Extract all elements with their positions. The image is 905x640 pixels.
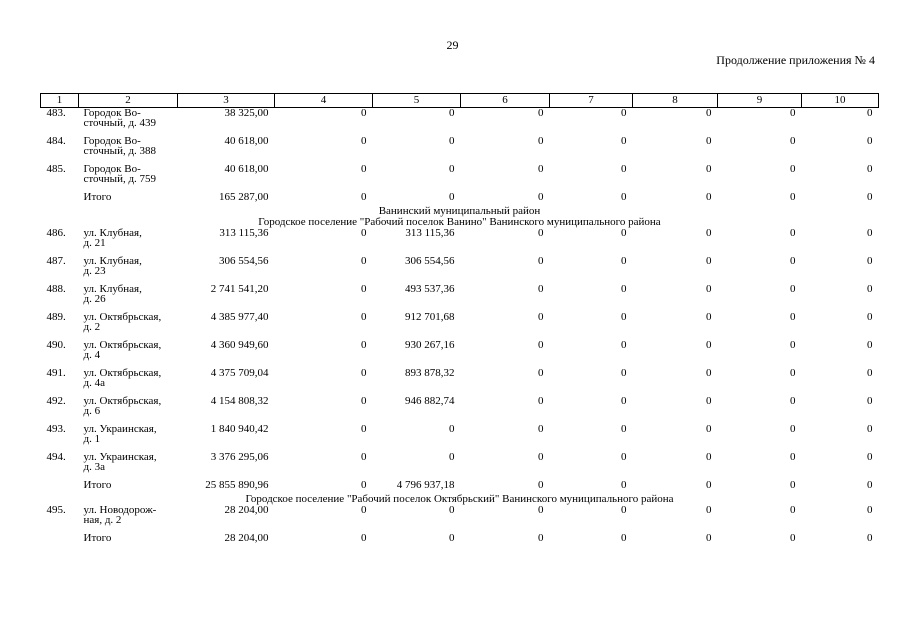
- value-cell: 4 375 709,04: [210, 367, 269, 379]
- value-cell: 0: [867, 532, 873, 544]
- value-cell: 28 204,00: [224, 504, 269, 516]
- value-cell: 0: [706, 367, 712, 379]
- address-line-1: ул. Октябрьская,: [83, 311, 162, 323]
- value-cell: 0: [706, 311, 712, 323]
- value-cell: 0: [790, 479, 796, 491]
- address-line-2: д. 23: [83, 265, 106, 277]
- value-cell: 0: [538, 311, 544, 323]
- value-cell: 0: [361, 532, 367, 544]
- address-line-1: ул. Октябрьская,: [83, 395, 162, 407]
- row-number: [41, 192, 79, 206]
- value-cell: 0: [790, 107, 796, 119]
- value-cell: 0: [621, 163, 627, 175]
- value-cell: 0: [538, 191, 544, 203]
- column-header: 8: [633, 94, 718, 108]
- value-cell: 306 554,56: [405, 255, 455, 267]
- total-label: Итого: [83, 479, 112, 491]
- value-cell: 0: [867, 163, 873, 175]
- value-cell: 3 376 295,06: [210, 451, 269, 463]
- value-cell: 0: [621, 283, 627, 295]
- value-cell: 0: [706, 135, 712, 147]
- address-line-1: ул. Октябрьская,: [83, 339, 162, 351]
- column-header: 2: [79, 94, 178, 108]
- value-cell: 1 840 940,42: [210, 423, 269, 435]
- table-row: [41, 108, 879, 137]
- row-number: [41, 480, 79, 494]
- value-cell: 0: [621, 367, 627, 379]
- value-cell: 493 537,36: [405, 283, 455, 295]
- address-line-2: д. 1: [83, 433, 101, 445]
- value-cell: 0: [361, 227, 367, 239]
- value-cell: 0: [706, 532, 712, 544]
- value-cell: 0: [706, 107, 712, 119]
- section-heading-row: [41, 494, 879, 505]
- value-cell: 0: [790, 255, 796, 267]
- address-cell: [79, 340, 178, 368]
- row-number: 491.: [46, 367, 66, 379]
- row-number: 492.: [46, 395, 66, 407]
- value-cell: 0: [538, 532, 544, 544]
- value-cell: 0: [790, 163, 796, 175]
- address-cell: [79, 164, 178, 192]
- value-cell: 0: [867, 283, 873, 295]
- address-line-1: ул. Украинская,: [83, 423, 157, 435]
- address-line-2: сточный, д. 759: [83, 173, 157, 185]
- table-row: [41, 368, 879, 396]
- table-header: [41, 94, 879, 108]
- row-number: 495.: [46, 504, 66, 516]
- value-cell: 0: [790, 367, 796, 379]
- address-cell: [79, 312, 178, 340]
- value-cell: 0: [867, 367, 873, 379]
- address-line-1: ул. Октябрьская,: [83, 367, 162, 379]
- address-line-2: сточный, д. 439: [83, 117, 157, 129]
- value-cell: 0: [621, 135, 627, 147]
- value-cell: 313 115,36: [219, 227, 269, 239]
- value-cell: 0: [867, 504, 873, 516]
- value-cell: 0: [867, 479, 873, 491]
- row-number: 494.: [46, 451, 66, 463]
- column-header: 10: [802, 94, 879, 108]
- value-cell: 946 882,74: [405, 395, 455, 407]
- row-number: 484.: [46, 135, 66, 147]
- value-cell: 0: [538, 283, 544, 295]
- address-cell: [79, 396, 178, 424]
- column-header: 3: [178, 94, 275, 108]
- value-cell: 0: [621, 191, 627, 203]
- value-cell: 0: [361, 135, 367, 147]
- address-cell: [79, 256, 178, 284]
- value-cell: 2 741 541,20: [210, 283, 269, 295]
- table-row: [41, 340, 879, 368]
- address-line-1: ул. Клубная,: [83, 255, 142, 267]
- address-line-1: Городок Во-: [83, 107, 141, 119]
- address-cell: [79, 284, 178, 312]
- value-cell: 0: [449, 451, 455, 463]
- value-cell: 0: [538, 163, 544, 175]
- value-cell: 25 855 890,96: [205, 479, 269, 491]
- value-cell: 930 267,16: [405, 339, 455, 351]
- address-line-2: д. 4: [83, 349, 101, 361]
- column-header: 1: [41, 94, 79, 108]
- value-cell: 0: [867, 395, 873, 407]
- value-cell: 40 618,00: [224, 163, 269, 175]
- address-line-2: д. 4а: [83, 377, 105, 389]
- table-row: [41, 228, 879, 256]
- value-cell: 0: [706, 395, 712, 407]
- value-cell: 0: [706, 191, 712, 203]
- value-cell: 4 796 937,18: [396, 479, 455, 491]
- value-cell: 0: [361, 339, 367, 351]
- address-line-2: сточный, д. 388: [83, 145, 157, 157]
- value-cell: 165 287,00: [219, 191, 269, 203]
- value-cell: 0: [867, 451, 873, 463]
- value-cell: 0: [538, 107, 544, 119]
- value-cell: 0: [361, 451, 367, 463]
- row-number: [41, 533, 79, 547]
- address-line-1: ул. Клубная,: [83, 227, 142, 239]
- section-heading: Городское поселение "Рабочий поселок Ванино" Ванинского муниципального района: [258, 216, 661, 228]
- value-cell: 0: [790, 191, 796, 203]
- value-cell: 0: [790, 135, 796, 147]
- value-cell: 38 325,00: [224, 107, 269, 119]
- value-cell: 0: [790, 532, 796, 544]
- value-cell: 0: [449, 163, 455, 175]
- value-cell: 0: [361, 423, 367, 435]
- value-cell: 313 115,36: [405, 227, 455, 239]
- value-cell: 0: [621, 255, 627, 267]
- table-row: [41, 452, 879, 480]
- row-number: 487.: [46, 255, 66, 267]
- section-heading-row: [41, 217, 879, 228]
- value-cell: 0: [790, 339, 796, 351]
- column-header: 6: [461, 94, 550, 108]
- value-cell: 0: [361, 311, 367, 323]
- value-cell: 0: [361, 163, 367, 175]
- value-cell: 0: [621, 504, 627, 516]
- value-cell: 0: [867, 423, 873, 435]
- value-cell: 0: [361, 395, 367, 407]
- row-number: 485.: [46, 163, 66, 175]
- row-number: 489.: [46, 311, 66, 323]
- value-cell: 0: [621, 339, 627, 351]
- value-cell: 0: [867, 227, 873, 239]
- value-cell: 0: [361, 255, 367, 267]
- value-cell: 0: [449, 107, 455, 119]
- value-cell: 0: [449, 135, 455, 147]
- table-row: [41, 396, 879, 424]
- value-cell: 0: [621, 395, 627, 407]
- value-cell: 0: [449, 191, 455, 203]
- value-cell: 0: [361, 283, 367, 295]
- value-cell: 0: [867, 135, 873, 147]
- value-cell: 0: [706, 283, 712, 295]
- value-cell: 0: [621, 532, 627, 544]
- value-cell: 0: [538, 479, 544, 491]
- value-cell: 4 154 808,32: [210, 395, 269, 407]
- address-cell: [79, 368, 178, 396]
- value-cell: 0: [361, 504, 367, 516]
- value-cell: 0: [538, 423, 544, 435]
- row-number: 493.: [46, 423, 66, 435]
- value-cell: 0: [790, 311, 796, 323]
- address-line-2: д. 6: [83, 405, 101, 417]
- table-row: [41, 312, 879, 340]
- address-cell: [79, 424, 178, 452]
- value-cell: 0: [867, 191, 873, 203]
- total-label: Итого: [83, 191, 112, 203]
- value-cell: 0: [538, 135, 544, 147]
- value-cell: 4 385 977,40: [210, 311, 269, 323]
- value-cell: 0: [621, 311, 627, 323]
- value-cell: 28 204,00: [224, 532, 269, 544]
- value-cell: 0: [706, 339, 712, 351]
- table-row: [41, 424, 879, 452]
- address-cell: [79, 108, 178, 137]
- value-cell: 0: [361, 107, 367, 119]
- value-cell: 0: [790, 504, 796, 516]
- value-cell: 0: [790, 395, 796, 407]
- row-number: 488.: [46, 283, 66, 295]
- table-row: [41, 136, 879, 164]
- data-table: [40, 93, 879, 547]
- value-cell: 0: [361, 367, 367, 379]
- row-number: 486.: [46, 227, 66, 239]
- value-cell: 0: [621, 107, 627, 119]
- address-line-1: Городок Во-: [83, 135, 141, 147]
- total-row: [41, 480, 879, 494]
- value-cell: 893 878,32: [405, 367, 455, 379]
- value-cell: 0: [621, 227, 627, 239]
- total-label: Итого: [83, 532, 112, 544]
- value-cell: 0: [790, 227, 796, 239]
- address-line-1: ул. Клубная,: [83, 283, 142, 295]
- value-cell: 0: [706, 255, 712, 267]
- header-row: [41, 94, 879, 108]
- value-cell: 4 360 949,60: [210, 339, 269, 351]
- table-row: [41, 164, 879, 192]
- value-cell: 0: [449, 532, 455, 544]
- value-cell: 0: [449, 423, 455, 435]
- value-cell: 0: [449, 504, 455, 516]
- address-line-2: ная, д. 2: [83, 514, 122, 526]
- value-cell: 0: [538, 255, 544, 267]
- address-line-2: д. 21: [83, 237, 106, 249]
- column-header: 5: [373, 94, 461, 108]
- value-cell: 0: [706, 227, 712, 239]
- address-cell: [79, 505, 178, 533]
- address-line-1: Городок Во-: [83, 163, 141, 175]
- value-cell: 0: [706, 504, 712, 516]
- value-cell: 0: [538, 504, 544, 516]
- section-heading: Ванинский муниципальный район: [378, 205, 541, 217]
- value-cell: 0: [706, 423, 712, 435]
- address-line-2: д. 3а: [83, 461, 105, 473]
- value-cell: 40 618,00: [224, 135, 269, 147]
- value-cell: 0: [867, 339, 873, 351]
- table-row: [41, 256, 879, 284]
- value-cell: 0: [538, 227, 544, 239]
- address-line-1: ул. Новодорож-: [83, 504, 157, 516]
- total-row: [41, 533, 879, 547]
- value-cell: 0: [621, 479, 627, 491]
- address-cell: [79, 452, 178, 480]
- value-cell: 0: [621, 423, 627, 435]
- value-cell: 0: [790, 423, 796, 435]
- address-cell: [79, 228, 178, 256]
- value-cell: 0: [538, 339, 544, 351]
- value-cell: 0: [538, 367, 544, 379]
- value-cell: 0: [538, 395, 544, 407]
- value-cell: 0: [706, 451, 712, 463]
- table-row: [41, 284, 879, 312]
- value-cell: 0: [790, 451, 796, 463]
- row-number: 483.: [46, 107, 66, 119]
- value-cell: 0: [706, 163, 712, 175]
- value-cell: 0: [538, 451, 544, 463]
- value-cell: 0: [790, 283, 796, 295]
- address-cell: [79, 136, 178, 164]
- value-cell: 0: [867, 255, 873, 267]
- row-number: 490.: [46, 339, 66, 351]
- appendix-continuation-note: Продолжение приложения № 4: [716, 53, 875, 67]
- address-line-2: д. 2: [83, 321, 101, 333]
- address-line-1: ул. Украинская,: [83, 451, 157, 463]
- value-cell: 912 701,68: [405, 311, 455, 323]
- total-row: [41, 192, 879, 206]
- value-cell: 0: [621, 451, 627, 463]
- column-header: 7: [550, 94, 633, 108]
- value-cell: 0: [867, 311, 873, 323]
- address-line-2: д. 26: [83, 293, 106, 305]
- table-row: [41, 505, 879, 533]
- page-number: 29: [446, 38, 459, 52]
- value-cell: 0: [706, 479, 712, 491]
- value-cell: 0: [867, 107, 873, 119]
- value-cell: 0: [361, 479, 367, 491]
- column-header: 9: [718, 94, 802, 108]
- table-body: [41, 108, 879, 548]
- section-heading: Городское поселение "Рабочий поселок Октябрьский" Ванинского муниципального района: [245, 493, 674, 505]
- value-cell: 306 554,56: [219, 255, 269, 267]
- value-cell: 0: [361, 191, 367, 203]
- column-header: 4: [275, 94, 373, 108]
